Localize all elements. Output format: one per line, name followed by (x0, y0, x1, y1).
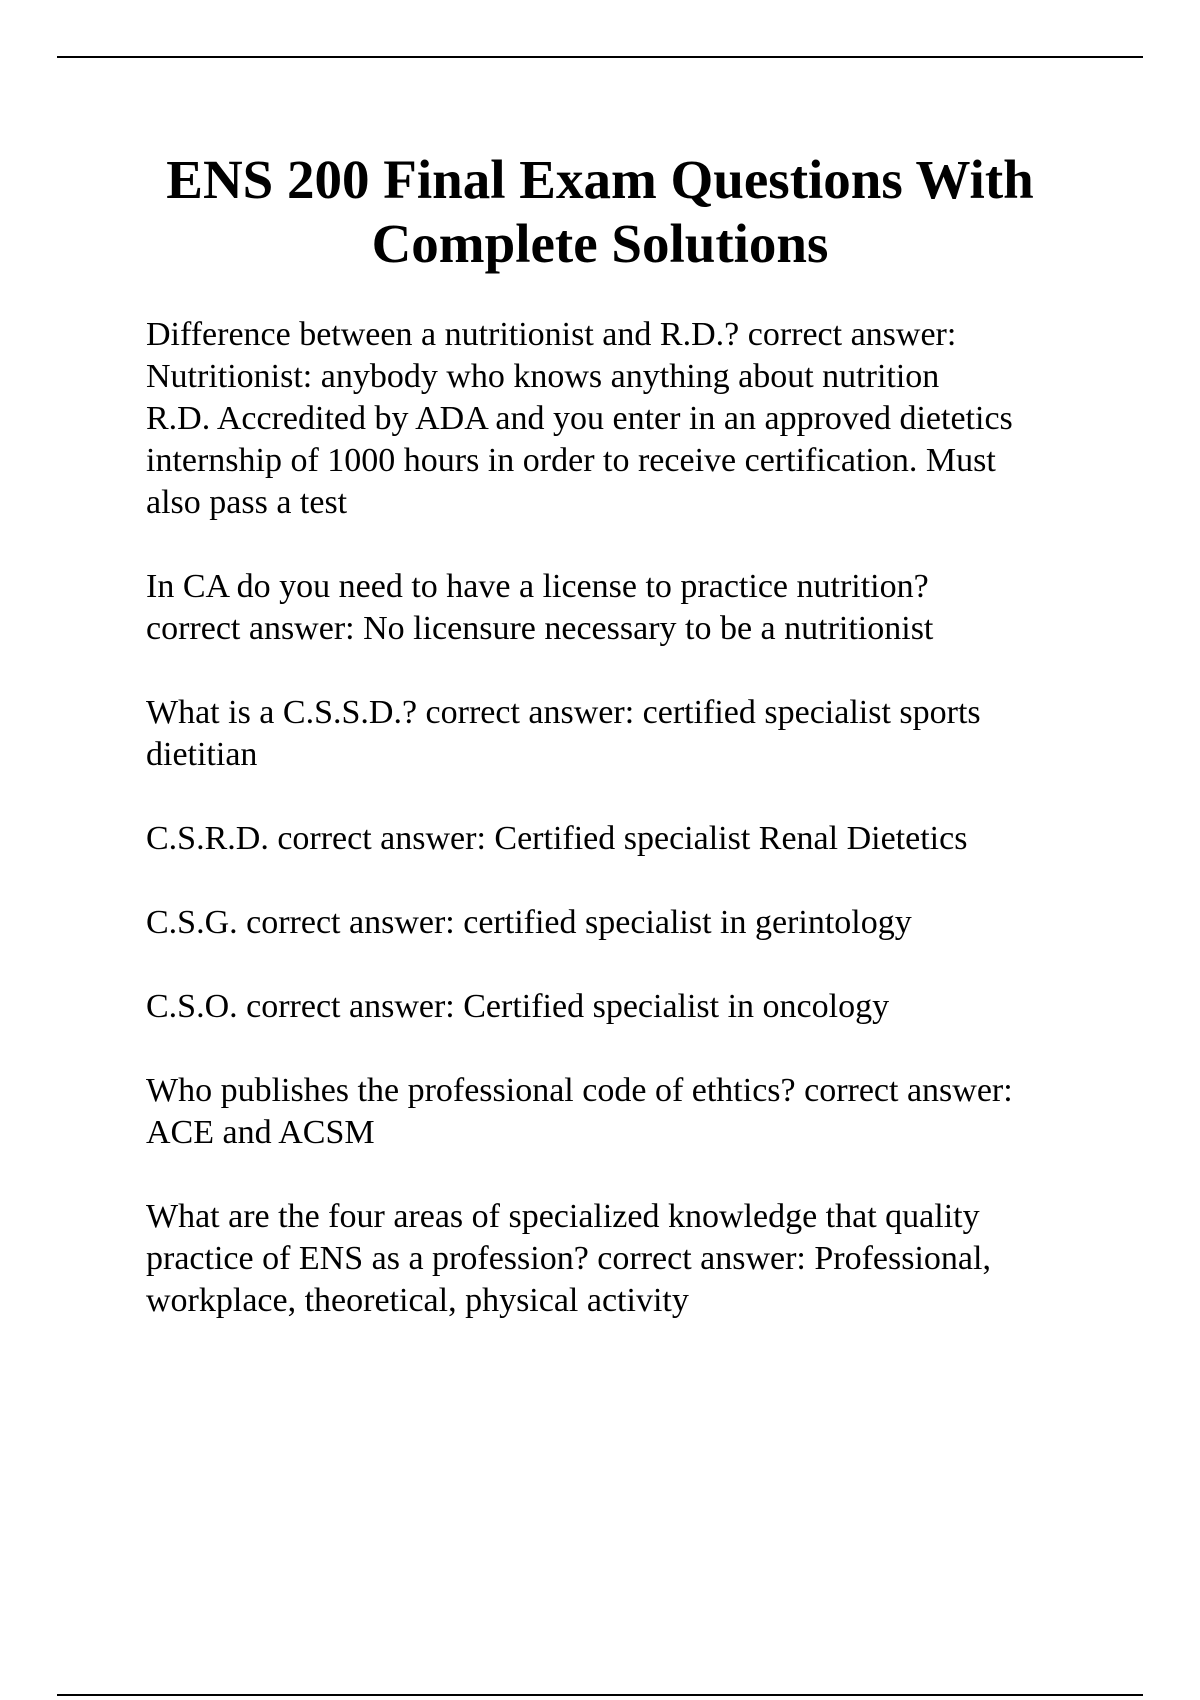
entry-line: Difference between a nutritionist and R.D.? correct answer: (146, 316, 957, 353)
entry-line: C.S.G. correct answer: certified specialist in gerintology (146, 904, 912, 941)
bottom-rule (57, 1694, 1143, 1696)
top-rule (57, 56, 1143, 58)
question-entry (146, 314, 1146, 524)
question-entry (146, 566, 1146, 650)
entry-line: What is a C.S.S.D.? correct answer: certified specialist sports (146, 694, 981, 731)
entry-line: In CA do you need to have a license to practice nutrition? (146, 568, 929, 605)
question-entry (146, 692, 1146, 776)
question-entry (146, 818, 1146, 860)
question-entry (146, 1070, 1146, 1154)
entry-line: correct answer: No licensure necessary to be a nutritionist (146, 610, 934, 647)
entry-line: What are the four areas of specialized knowledge that quality (146, 1198, 980, 1235)
entry-line: ACE and ACSM (146, 1114, 375, 1151)
entry-line: practice of ENS as a profession? correct answer: Professional, (146, 1240, 991, 1277)
entry-line: workplace, theoretical, physical activity (146, 1282, 689, 1319)
title-line: ENS 200 Final Exam Questions With (166, 149, 1034, 210)
entry-line: Nutritionist: anybody who knows anything about nutrition (146, 358, 940, 395)
entry-line: R.D. Accredited by ADA and you enter in an approved dietetics (146, 400, 1013, 437)
question-entry (146, 986, 1146, 1028)
page-title (100, 148, 1100, 276)
entry-line: C.S.O. correct answer: Certified specialist in oncology (146, 988, 890, 1025)
entry-line: dietitian (146, 736, 258, 773)
entry-line: internship of 1000 hours in order to receive certification. Must (146, 442, 996, 479)
title-line: Complete Solutions (371, 213, 829, 274)
entry-line: also pass a test (146, 484, 348, 521)
question-entry (146, 902, 1146, 944)
question-list (146, 314, 1146, 1364)
entry-line: Who publishes the professional code of ethtics? correct answer: (146, 1072, 1013, 1109)
question-entry (146, 1196, 1146, 1322)
entry-line: C.S.R.D. correct answer: Certified specialist Renal Dietetics (146, 820, 968, 857)
